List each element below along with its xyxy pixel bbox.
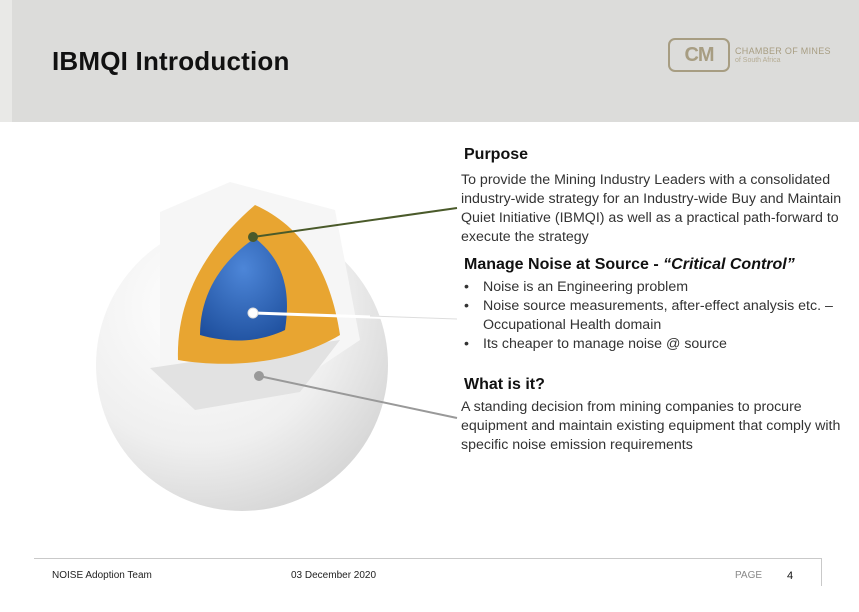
leader-dot-manage [248,308,258,318]
chamber-of-mines-logo [668,38,831,74]
footer-date: 03 December 2020 [291,570,377,581]
manage-noise-heading [464,256,795,274]
logo-line-2: of South Africa [735,57,781,64]
leader-dot-what [254,371,264,381]
header-bar [0,0,859,122]
bullet-item: • Its cheaper to manage noise @ source [462,335,852,354]
manage-noise-heading-text: Manage Noise at Source - [464,256,664,273]
footer-team: NOISE Adoption Team [52,570,152,581]
leader-dot-purpose [248,232,258,242]
logo-line-1: CHAMBER OF MINES [735,46,831,56]
critical-control-label: “Critical Control” [663,256,795,273]
bullet-item: • Noise is an Engineering problem [462,278,852,297]
bullet-item: • Noise source measurements, after-effect analysis etc. – Occupational Health domain [462,297,852,335]
header-accent [0,0,12,122]
footer-divider [34,558,822,559]
purpose-text: To provide the Mining Industry Leaders with a consolidated industry-wide strategy for an Industry-wide Buy and Maintain Quiet Initiative (IBMQI) as well as a practical path-forward to execute the strategy [461,172,842,245]
footer-page-number: 4 [787,570,794,582]
page-title: IBMQI Introduction [52,46,290,76]
what-is-it-text: A standing decision from mining companies to procure equipment and maintain existing equipment that comply with specific noise emission requirements [461,399,841,453]
footer-page-label: PAGE [735,570,763,581]
sphere-cutaway-illustration [0,160,460,560]
logo-mark: CM [668,38,730,72]
what-is-it-heading: What is it? [464,376,545,393]
footer-divider-tick [821,558,822,586]
purpose-heading: Purpose [464,146,529,163]
manage-noise-bullets [462,278,852,354]
